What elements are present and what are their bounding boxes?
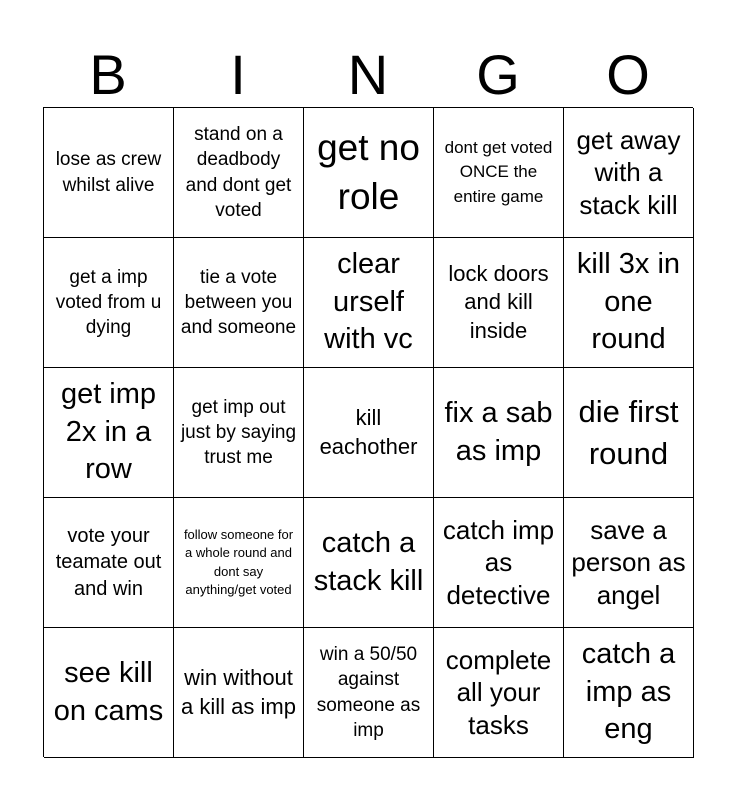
header-letter-o: O <box>606 43 650 106</box>
bingo-cell[interactable]: lock doors and kill inside <box>434 238 564 368</box>
bingo-cell[interactable]: get away with a stack kill <box>564 108 694 238</box>
bingo-cell[interactable]: catch a imp as eng <box>564 628 694 758</box>
bingo-cell[interactable]: see kill on cams <box>44 628 174 758</box>
header-letter-g: G <box>476 43 520 106</box>
bingo-cell[interactable]: get a imp voted from u dying <box>44 238 174 368</box>
bingo-cell[interactable]: clear urself with vc <box>304 238 434 368</box>
bingo-cell[interactable]: kill 3x in one round <box>564 238 694 368</box>
bingo-cell[interactable]: complete all your tasks <box>434 628 564 758</box>
header-letter-b: B <box>89 43 127 106</box>
bingo-cell[interactable]: win a 50/50 against someone as imp <box>304 628 434 758</box>
bingo-cell[interactable]: fix a sab as imp <box>434 368 564 498</box>
bingo-cell[interactable]: get imp out just by saying trust me <box>174 368 304 498</box>
header-letter-i: I <box>230 43 246 106</box>
bingo-header <box>43 42 693 108</box>
bingo-cell[interactable]: tie a vote between you and someone <box>174 238 304 368</box>
bingo-cell[interactable]: kill eachother <box>304 368 434 498</box>
bingo-cell[interactable]: lose as crew whilst alive <box>44 108 174 238</box>
bingo-cell[interactable]: die first round <box>564 368 694 498</box>
bingo-cell[interactable]: get imp 2x in a row <box>44 368 174 498</box>
bingo-cell[interactable]: vote your teamate out and win <box>44 498 174 628</box>
bingo-cell[interactable]: get no role <box>304 108 434 238</box>
header-letter-n: N <box>347 43 389 106</box>
bingo-cell[interactable]: catch a stack kill <box>304 498 434 628</box>
bingo-cell[interactable]: win without a kill as imp <box>174 628 304 758</box>
bingo-cell[interactable]: dont get voted ONCE the entire game <box>434 108 564 238</box>
bingo-cell[interactable]: follow someone for a whole round and dont say anything/get voted <box>174 498 304 628</box>
bingo-board <box>43 107 693 757</box>
bingo-cell[interactable]: save a person as angel <box>564 498 694 628</box>
bingo-cell[interactable]: stand on a deadbody and dont get voted <box>174 108 304 238</box>
bingo-cell[interactable]: catch imp as detective <box>434 498 564 628</box>
